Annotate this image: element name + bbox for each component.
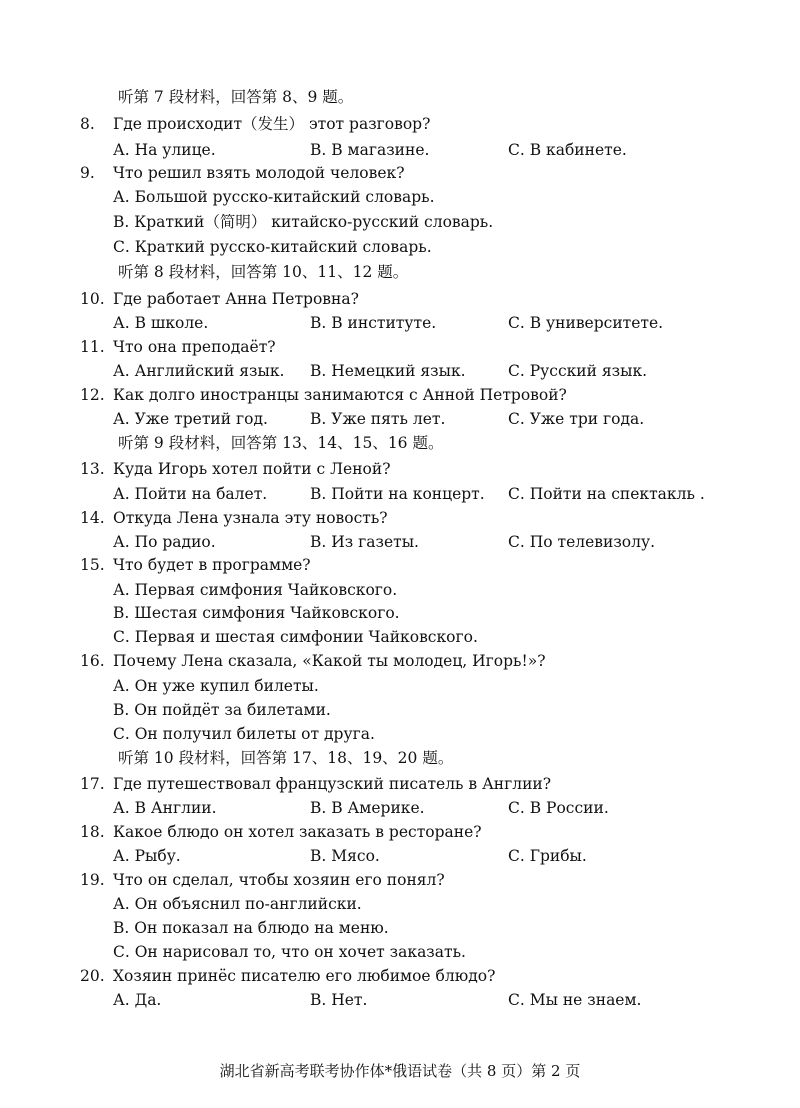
option-c: С. Грибы.	[508, 847, 587, 865]
question-number: 18.	[80, 823, 105, 841]
option-a: А. Английский язык.	[113, 362, 285, 380]
option-c: С. В кабинете.	[508, 141, 627, 159]
option-c: С. Он получил билеты от друга.	[113, 725, 375, 743]
option-b: В. Краткий（简明） китайско-русский словарь.	[113, 213, 494, 231]
option-b: В. Он показал на блюдо на меню.	[113, 919, 389, 937]
option-c: С. В России.	[508, 799, 609, 817]
question-text: Хозяин принёс писателю его любимое блюдо?	[113, 967, 496, 985]
option-a: А. Большой русско-китайский словарь.	[113, 188, 435, 206]
section-heading: 听第 7 段材料，回答第 8、9 题。	[118, 88, 354, 106]
question-text: Какое блюдо он хотел заказать в ресторане?	[113, 823, 482, 841]
option-b: В. Пойти на концерт.	[310, 485, 485, 503]
option-a: А. Он уже купил билеты.	[113, 677, 319, 695]
question-number: 8.	[80, 115, 95, 133]
question-number: 9.	[80, 164, 95, 182]
option-a: А. На улице.	[113, 141, 216, 159]
option-c: С. Мы не знаем.	[508, 991, 642, 1009]
option-a: А. Рыбу.	[113, 847, 181, 865]
question-text: Что она преподаёт?	[113, 338, 276, 356]
question-text: Где путешествовал французский писатель в Англии?	[113, 775, 552, 793]
option-c: С. В университете.	[508, 314, 664, 332]
option-b: В. Мясо.	[310, 847, 380, 865]
option-b: В. В Америке.	[310, 799, 425, 817]
option-a: А. Уже третий год.	[113, 410, 268, 428]
question-number: 10.	[80, 290, 105, 308]
option-c: С. Первая и шестая симфонии Чайковского.	[113, 628, 478, 646]
question-text: Что он сделал, чтобы хозяин его понял?	[113, 871, 445, 889]
option-c: С. Пойти на спектакль .	[508, 485, 705, 503]
question-number: 20.	[80, 967, 105, 985]
question-number: 15.	[80, 556, 105, 574]
section-heading: 听第 10 段材料，回答第 17、18、19、20 题。	[118, 749, 454, 767]
question-number: 16.	[80, 652, 105, 670]
option-b: В. В магазине.	[310, 141, 430, 159]
question-text: Как долго иностранцы занимаются с Анной Петровой?	[113, 386, 567, 404]
option-a: А. По радио.	[113, 533, 216, 551]
option-b: В. Из газеты.	[310, 533, 419, 551]
question-number: 14.	[80, 509, 105, 527]
option-a: А. Да.	[113, 991, 162, 1009]
question-number: 19.	[80, 871, 105, 889]
question-text: Почему Лена сказала, «Какой ты молодец, Игорь!»?	[113, 652, 546, 670]
question-number: 13.	[80, 460, 105, 478]
option-a: А. В школе.	[113, 314, 209, 332]
option-b: В. Немецкий язык.	[310, 362, 466, 380]
question-text: Где работает Анна Петровна?	[113, 290, 359, 308]
option-a: А. Он объяснил по-английски.	[113, 895, 362, 913]
section-heading: 听第 9 段材料，回答第 13、14、15、16 题。	[118, 434, 444, 452]
question-number: 12.	[80, 386, 105, 404]
page-footer: 湖北省新高考联考协作体*俄语试卷（共 8 页）第 2 页	[219, 1062, 581, 1080]
option-c: С. Русский язык.	[508, 362, 648, 380]
option-b: В. В институте.	[310, 314, 437, 332]
option-c: С. По телевизолу.	[508, 533, 655, 551]
option-b: В. Он пойдёт за билетами.	[113, 701, 331, 719]
option-b: В. Нет.	[310, 991, 368, 1009]
question-text: Что решил взять молодой человек?	[113, 164, 405, 182]
option-b: В. Шестая симфония Чайковского.	[113, 604, 400, 622]
option-c: С. Он нарисовал то, что он хочет заказать.	[113, 943, 466, 961]
question-text: Куда Игорь хотел пойти с Леной?	[113, 460, 391, 478]
option-a: А. Первая симфония Чайковского.	[113, 581, 398, 599]
option-b: В. Уже пять лет.	[310, 410, 446, 428]
question-number: 17.	[80, 775, 105, 793]
option-c: С. Краткий русско-китайский словарь.	[113, 238, 432, 256]
question-text: Где происходит（发生） этот разговор?	[113, 115, 431, 133]
option-a: А. В Англии.	[113, 799, 217, 817]
option-c: С. Уже три года.	[508, 410, 645, 428]
question-text: Что будет в программе?	[113, 556, 311, 574]
option-a: А. Пойти на балет.	[113, 485, 268, 503]
question-number: 11.	[80, 338, 105, 356]
question-text: Откуда Лена узнала эту новость?	[113, 509, 388, 527]
section-heading: 听第 8 段材料，回答第 10、11、12 题。	[118, 263, 409, 281]
